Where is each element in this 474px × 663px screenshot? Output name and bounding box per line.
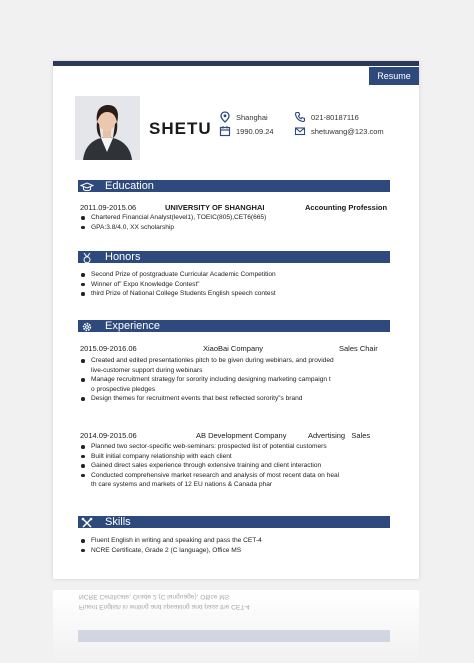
job-role: Advertising Sales xyxy=(308,431,371,440)
list-item xyxy=(79,461,339,471)
list-item: Chartered Financial Analyst(level1), TOEIC(805),CET6(665) xyxy=(79,213,266,223)
phone-icon xyxy=(294,111,306,123)
list-item-line: Built initial company relationship with each client xyxy=(91,452,232,460)
job-role: Sales Chair xyxy=(339,344,378,353)
education-list xyxy=(79,213,266,232)
reflected-line: Fluent English in writing and speaking and pass the CET-4 xyxy=(79,603,250,610)
list-item xyxy=(79,394,334,404)
reflected-section-bar xyxy=(78,630,390,642)
top-bar xyxy=(53,61,419,66)
list-item-line: Design themes for recruitment events that best reflected sorority”s brand xyxy=(91,395,303,402)
list-item: Fluent English in writing and speaking and pass the CET-4 xyxy=(79,536,262,546)
job-period: 2014.09-2015.06 xyxy=(80,431,137,440)
tools-icon xyxy=(80,516,94,528)
experience-title: Experience xyxy=(105,320,161,332)
education-school: UNIVERSITY OF SHANGHAI xyxy=(165,203,265,212)
location-text: Shanghai xyxy=(236,112,268,122)
honors-title: Honors xyxy=(105,251,141,263)
job-period: 2015.09-2016.06 xyxy=(80,344,137,353)
job-duties-list xyxy=(79,356,334,404)
list-item-line: Created and edited presentationles pitch to be given during webinars, and provided xyxy=(91,357,334,364)
list-item: Second Prize of postgraduate Curricular Academic Competition xyxy=(79,270,276,280)
calendar-icon xyxy=(219,125,231,137)
job-duties-list xyxy=(79,442,339,490)
list-item-line: Conducted comprehensive market research and analysis of most recent data on heal xyxy=(91,471,340,479)
skills-section-header xyxy=(78,516,390,528)
list-item xyxy=(79,375,334,394)
envelope-icon xyxy=(294,125,306,137)
reflected-skills-list xyxy=(79,592,250,611)
list-item-line: live-customer support during webinars xyxy=(91,366,203,374)
resume-tag: Resume xyxy=(369,67,419,85)
list-item xyxy=(79,452,339,462)
list-item xyxy=(79,442,339,452)
list-item-line: Manage recruitment strategy for sorority including designing marketing campaign t xyxy=(91,376,331,383)
education-major: Accounting Profession xyxy=(305,203,388,212)
medal-icon xyxy=(80,251,94,263)
list-item-line: Planned two sector-specific web-seminars: prospected list of potential customers xyxy=(91,443,327,450)
profile-photo xyxy=(75,96,140,160)
resume-page xyxy=(53,61,419,579)
education-section-header xyxy=(78,180,390,192)
skills-list xyxy=(79,536,262,555)
list-item-line: th care systems and markets of 12 EU nations & Canada phar xyxy=(91,481,273,488)
page-reflection xyxy=(53,590,419,663)
candidate-name: SHETU xyxy=(149,119,212,138)
list-item-line: Gained direct sales experience through extensive training and client interaction xyxy=(91,462,322,469)
birthdate-info xyxy=(219,125,274,137)
location-info xyxy=(219,111,268,123)
job-company: AB Development Company xyxy=(196,431,287,440)
email-info xyxy=(294,125,384,137)
birthdate-text: 1990.09.24 xyxy=(236,126,274,136)
graduation-cap-icon xyxy=(80,180,94,192)
honors-section-header xyxy=(78,251,390,263)
list-item xyxy=(79,356,334,375)
list-item: GPA:3.8/4.0, XX scholarship xyxy=(79,223,266,233)
education-period: 2011.09-2015.06 xyxy=(80,203,137,212)
location-pin-icon xyxy=(219,111,231,123)
education-title: Education xyxy=(105,180,154,192)
list-item xyxy=(79,471,339,490)
list-item: Winner of” Expo Knowledge Contest” xyxy=(79,280,276,290)
reflected-line: NCRE Certificate, Grade 2 (C language), Office MS xyxy=(79,593,230,601)
job-company: XiaoBai Company xyxy=(203,344,264,353)
list-item: third Prize of National College Students English speech contest xyxy=(79,289,276,299)
skills-title: Skills xyxy=(105,516,131,528)
list-item: NCRE Certificate, Grade 2 (C language), Office MS xyxy=(79,546,262,556)
gear-icon xyxy=(80,320,94,332)
honors-list xyxy=(79,270,276,299)
email-text: shetuwang@123.com xyxy=(311,126,384,136)
experience-section-header xyxy=(78,320,390,332)
list-item-line: o prospective pledges xyxy=(91,385,156,393)
phone-info xyxy=(294,111,359,123)
phone-text: 021-80187116 xyxy=(311,112,359,122)
